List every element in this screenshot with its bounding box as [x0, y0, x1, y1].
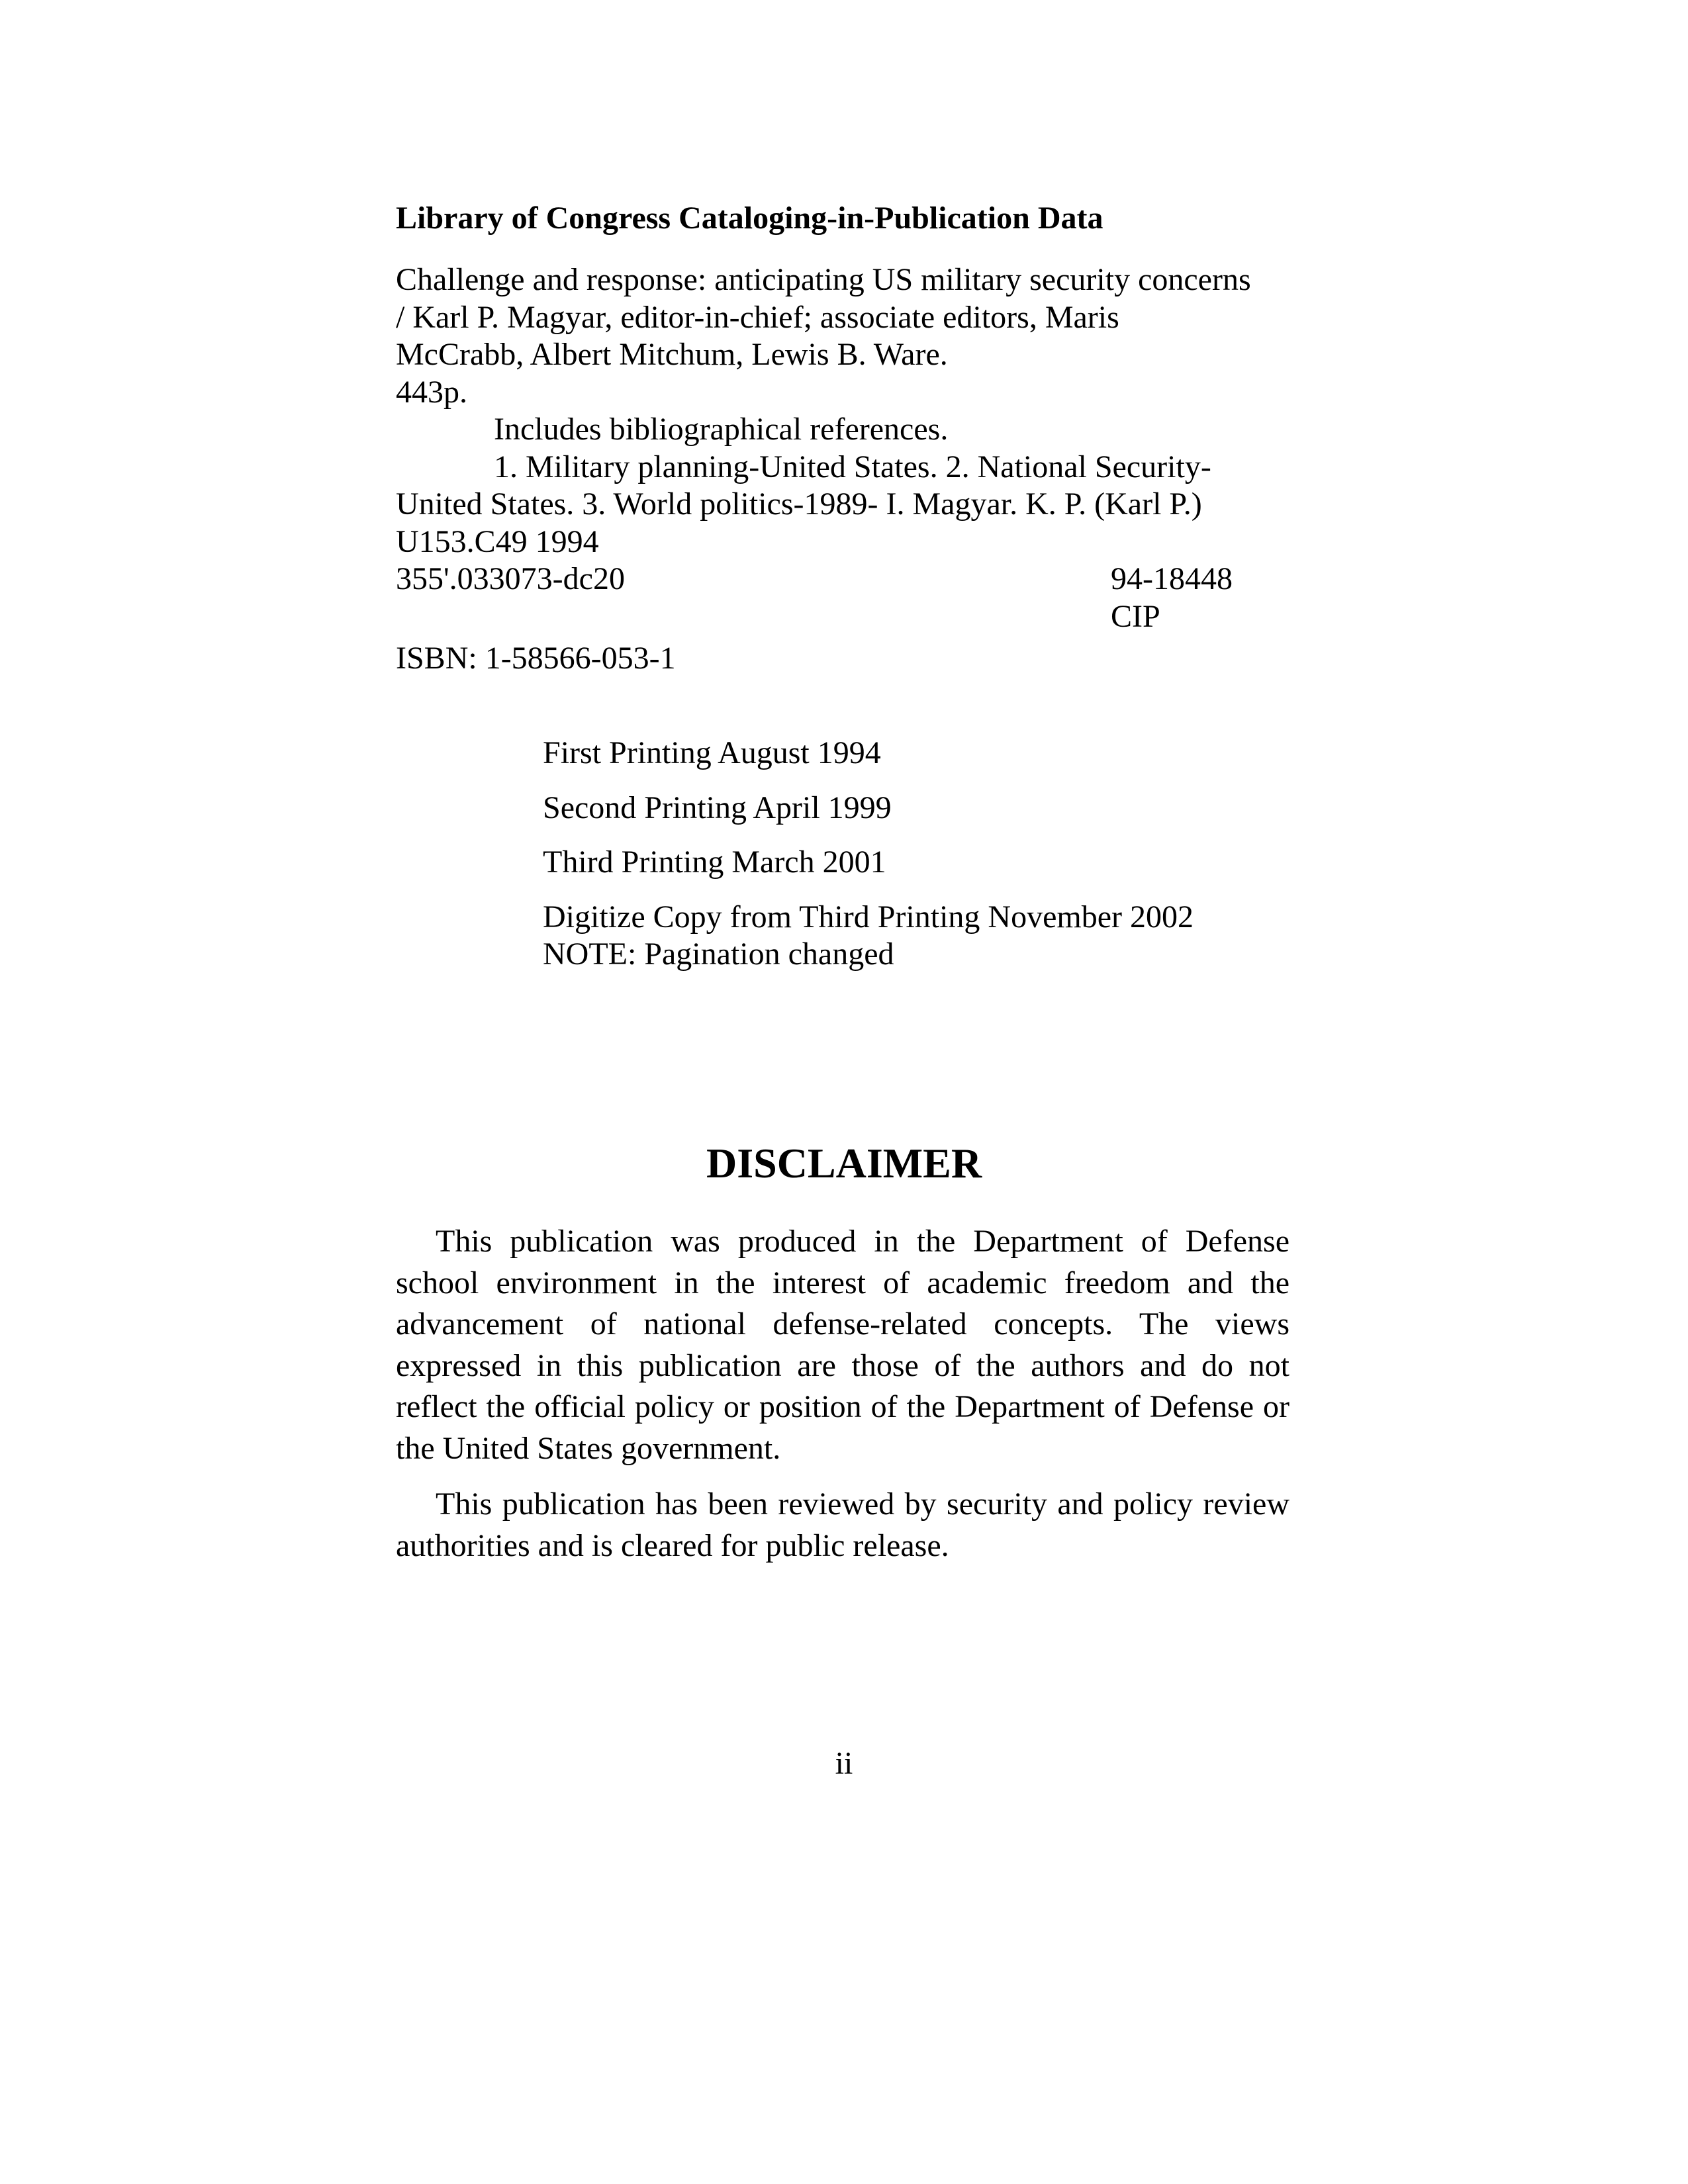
cip-classification-row [396, 561, 1296, 598]
cip-title-line-2: / Karl P. Magyar, editor-in-chief; associate editors, Maris [396, 299, 1119, 335]
cip-title-line-1: Challenge and response: anticipating US military security concerns [396, 262, 1251, 297]
pagination-note: NOTE: Pagination changed [543, 936, 894, 972]
cip-lccn: 94-18448 [1111, 561, 1233, 596]
printing-history [543, 735, 1194, 974]
disclaimer-body [396, 1221, 1289, 1581]
cip-record [396, 261, 1296, 635]
disclaimer-paragraph-2: This publication has been reviewed by security and policy review authorities and is cleared for public release. [396, 1486, 1289, 1563]
cip-subjects-line-2: United States. 3. World politics-1989- I. Magyar. K. P. (Karl P.) [396, 486, 1202, 522]
disclaimer-title: DISCLAIMER [706, 1140, 982, 1187]
page-number: ii [835, 1746, 853, 1781]
cip-dewey-number: 355'.033073-dc20 [396, 561, 625, 596]
cip-pagination: 443p. [396, 374, 467, 410]
printing-second: Second Printing April 1999 [543, 790, 892, 825]
cip-title-line-3: McCrabb, Albert Mitchum, Lewis B. Ware. [396, 337, 948, 372]
cip-bibliography-note: Includes bibliographical references. [494, 412, 949, 447]
printing-digitized: Digitize Copy from Third Printing November 2002 [543, 899, 1194, 934]
printing-first: First Printing August 1994 [543, 735, 881, 770]
cip-heading: Library of Congress Cataloging-in-Publication Data [396, 201, 1103, 236]
cip-subjects-line-1: 1. Military planning-United States. 2. National Security- [494, 449, 1211, 484]
isbn: ISBN: 1-58566-053-1 [396, 641, 676, 676]
printing-third: Third Printing March 2001 [543, 844, 886, 880]
disclaimer-paragraph-1: This publication was produced in the Department of Defense school environment in the interest of academic freedom and the advancement of national defense-related concepts. The views expressed in this publication are those of the authors and do not reflect the official policy or position of the Department of Defense or the United States government. [396, 1224, 1289, 1466]
cip-call-number: U153.C49 1994 [396, 523, 599, 559]
cip-label: CIP [1111, 598, 1160, 634]
